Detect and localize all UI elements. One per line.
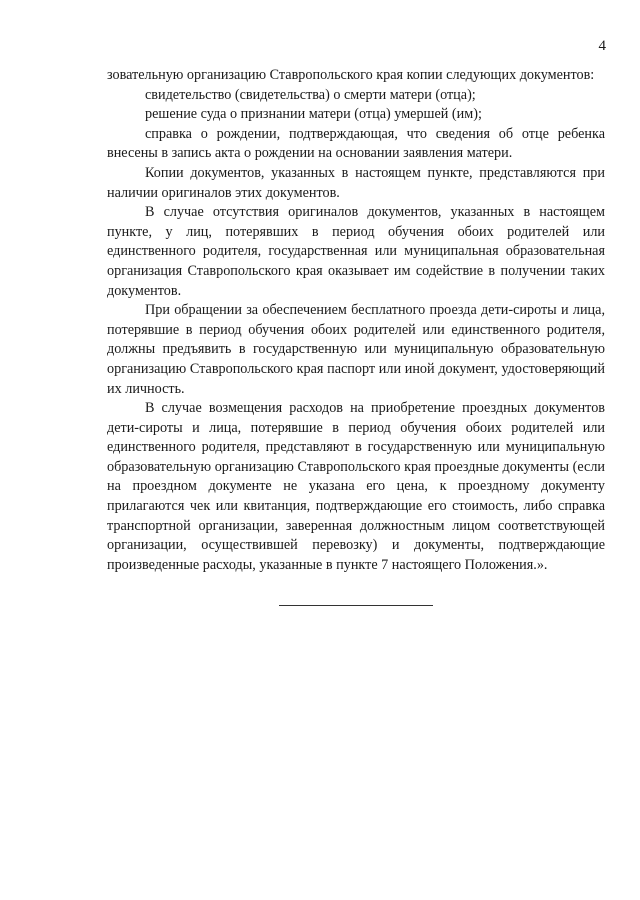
list-item-court-decision: решение суда о признании матери (отца) умершей (им); xyxy=(145,106,482,123)
page-number: 4 xyxy=(598,38,606,54)
paragraph-no-originals: В случае отсутствия оригиналов документов, указанных в настоящем пункте, у лиц, потерявших в период обучения обоих родителей или единственного родителя, государственная или муниципальная образовательная организация Ставропольского края оказывает им содействие в получении таких документов. xyxy=(107,204,605,299)
list-item-death-certificate: свидетельство (свидетельства) о смерти матери (отца); xyxy=(145,86,476,103)
paragraph-continuation: зовательную организацию Ставропольского края копии следующих документов: xyxy=(107,67,595,83)
closing-divider-line xyxy=(279,605,433,606)
paragraph-free-travel: При обращении за обеспечением бесплатного проезда дети-сироты и лица, потерявшие в период обучения обоих родителей или единственного родителя, должны предъявить в государственную или муниципальную образовательную организацию Ставропольского края паспорт или иной документ, удостоверяющий их личность. xyxy=(107,302,605,397)
paragraph-copies: Копии документов, указанных в настоящем пункте, представляются при наличии оригиналов этих документов. xyxy=(107,164,605,201)
document-body xyxy=(107,66,605,575)
list-item-birth-certificate: справка о рождении, подтверждающая, что сведения об отце ребенка внесены в запись акта о рождении на основании заявления матери. xyxy=(107,125,605,162)
paragraph-reimbursement: В случае возмещения расходов на приобретение проездных документов дети-сироты и лица, потерявшие в период обучения обоих родителей или единственного родителя, представляют в государственную или муниципальную образовательную организацию Ставропольского края проездные документы (если на проездном документе не указана его цена, к проездному документу прилагаются чек или квитанция, подтверждающие его стоимость, либо справка транспортной организации, заверенная должностным лицом соответствующей организации, осуществившей перевозку) и документы, подтверждающие произведенные расходы, указанные в пункте 7 настоящего Положения.». xyxy=(107,400,605,573)
